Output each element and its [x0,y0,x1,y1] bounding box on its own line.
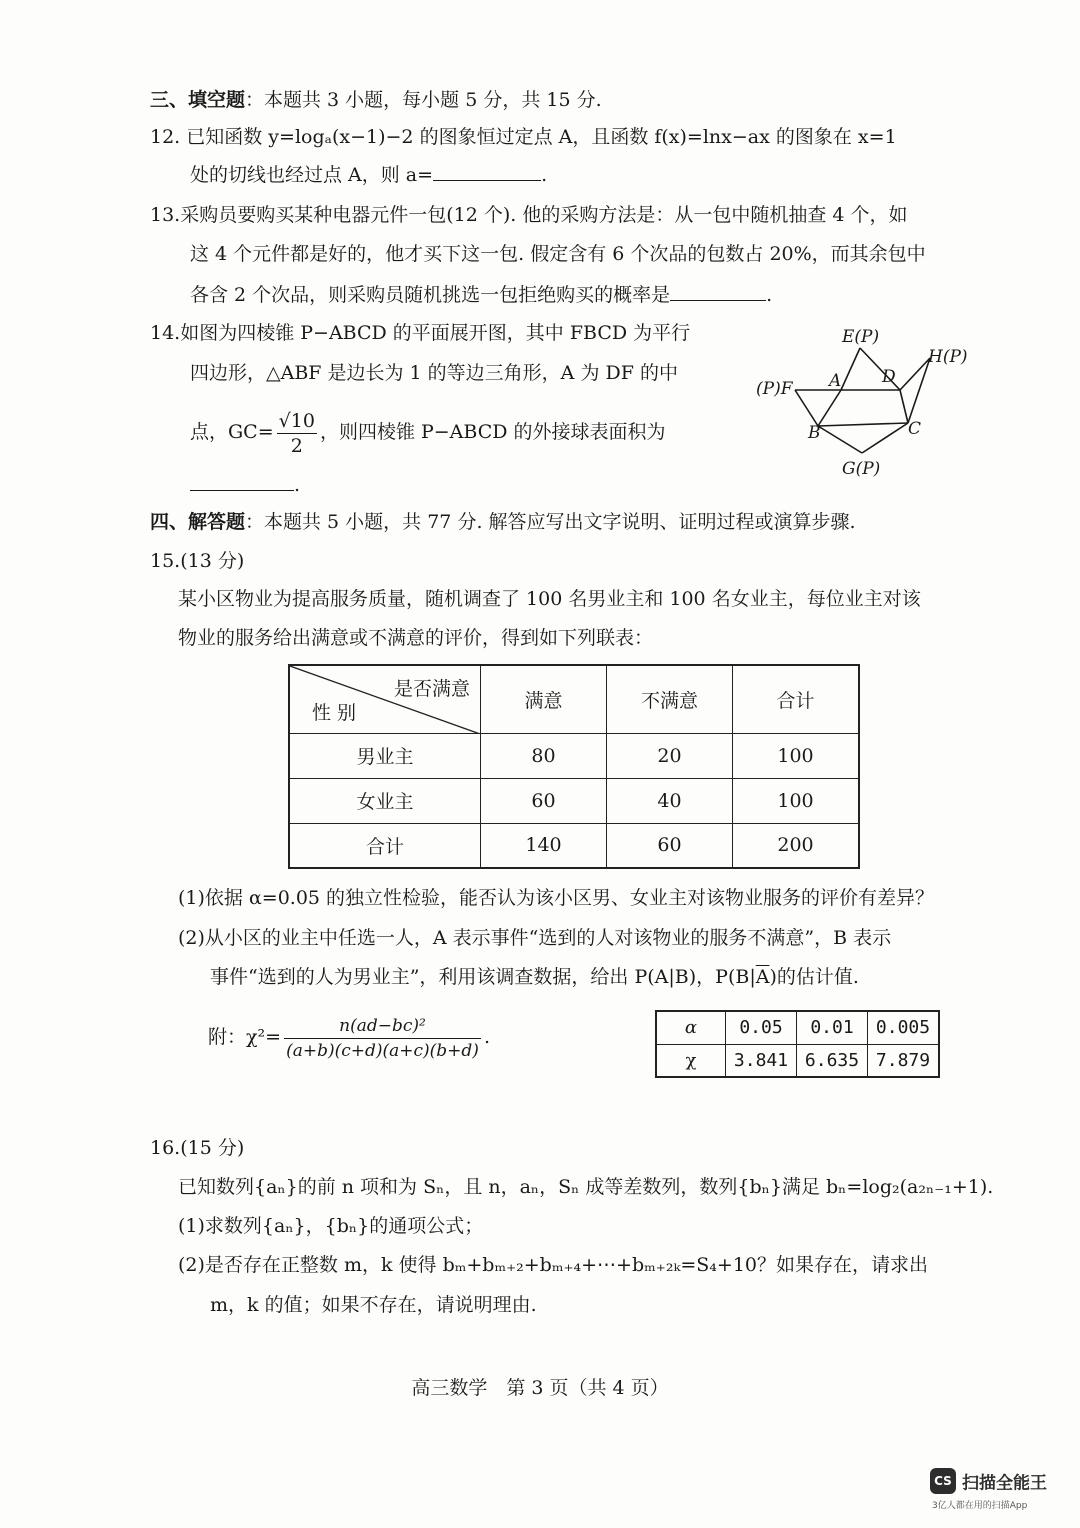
q12-answer-blank[interactable] [433,160,541,181]
q14-period: . [294,474,301,496]
edge-HD [900,358,930,390]
q14-line3 [190,408,666,458]
edge-FB [795,390,818,426]
section4-desc: ：本题共 5 小题，共 77 分. 解答应写出文字说明、证明过程或演算步骤. [245,511,856,533]
q14-number: 14. [150,322,181,344]
q14-line1 [150,318,690,348]
q13-text-line1: 采购员要购买某种电器元件一包(12 个). 他的采购方法是：从一包中随机抽查 4 个，如 [180,204,908,226]
table-cell: 100 [733,778,860,823]
edge-BC [818,423,908,426]
q15-part1: (1)依据 α=0.05 的独立性检验，能否认为该小区男、女业主对该物业服务的评价有差异？ [178,887,935,909]
header-cell: 满意 [481,665,607,733]
crit-cell: 0.005 [868,1011,940,1044]
q14-line4 [190,470,300,500]
q15-part2-text-a: 事件“选到的人为男业主”，利用该调查数据，给出 P(A|B)，P(B| [210,966,756,988]
q15-number: 15.(13 分) [150,550,245,572]
q14-text-line3b: ，则四棱锥 P−ABCD 的外接球表面积为 [319,421,666,443]
table-corner-cell [289,665,481,733]
q13-line3 [190,280,772,310]
q13-period: . [766,284,773,306]
table-header-row [289,665,859,733]
edge-HC [908,358,930,423]
q14-text-line3a: 点，GC= [190,421,274,443]
corner-bottom-label: 性 别 [312,701,357,724]
formula-fraction [284,1014,481,1063]
q16-part2-line1: (2)是否存在正整数 m，k 使得 bₘ+bₘ₊₂+bₘ₊₄+⋯+bₘ₊₂ₖ=S₄+10？如果存在，请求出 [178,1254,929,1276]
table-cell: 女业主 [289,778,481,823]
crit-cell: 0.01 [797,1011,868,1044]
q14-fraction [277,409,317,458]
label-F: (P)F [756,379,793,399]
table-cell: 100 [733,733,860,778]
q13-text-line3: 各含 2 个次品，则采购员随机挑选一包拒绝购买的概率是 [190,284,671,306]
crit-cell: 0.05 [726,1011,797,1044]
crit-cell: α [656,1011,726,1044]
formula-prefix: 附：χ²= [208,1026,282,1048]
crit-cell: 3.841 [726,1044,797,1077]
edge-DC [900,390,908,423]
q12-number: 12. [150,126,181,148]
q13-line2: 这 4 个元件都是好的，他才买下这一包. 假定含有 6 个次品的包数占 20%，而其余包中 [190,243,926,265]
table-cell: 合计 [289,823,481,868]
q14-line2: 四边形，△ABF 是边长为 1 的等边三角形，A 为 DF 的中 [190,362,678,384]
q15-line2: 物业的服务给出满意或不满意的评价，得到如下列联表： [178,627,654,649]
label-H: H(P) [928,347,968,367]
table-row [289,823,859,868]
section3-title: 三、填空题 [150,89,246,111]
label-D: D [882,367,896,387]
table-cell: 80 [481,733,607,778]
q15-line1: 某小区物业为提高服务质量，随机调查了 100 名男业主和 100 名女业主，每位业主对该 [178,588,921,610]
edge-GC [862,423,908,453]
q15-part2-text-b: )的估计值. [769,966,859,988]
page-footer: 高三数学 第 3 页（共 4 页） [411,1377,669,1399]
q12-text-line1: 已知函数 y=logₐ(x−1)−2 的图象恒过定点 A，且函数 f(x)=lnx−ax 的图象在 x=1 [186,126,897,148]
table-cell: 男业主 [289,733,481,778]
critical-value-table [655,1010,940,1078]
section3-desc: ：本题共 3 小题，每小题 5 分，共 15 分. [245,89,602,111]
table-cell: 20 [607,733,733,778]
formula-end: . [483,1026,490,1048]
q12-line2 [190,160,547,190]
corner-top-label: 是否满意 [393,678,470,700]
edge-GB [818,426,862,453]
edge-AB [818,390,841,426]
formula-den: (a+b)(c+d)(a+c)(b+d) [286,1040,479,1061]
scanner-logo-icon: CS [930,1468,956,1494]
scanner-tagline: 3亿人都在用的扫描App [932,1501,1028,1511]
q15-part2-line2 [210,962,859,992]
q14-text-line1: 如图为四棱锥 P−ABCD 的平面展开图，其中 FBCD 为平行 [180,322,691,344]
scanner-brand: 扫描全能王 [962,1473,1048,1494]
table-cell: 40 [607,778,733,823]
crit-cell: 6.635 [797,1044,868,1077]
q12-text-line2: 处的切线也经过点 A，则 a= [190,164,434,186]
table-cell: 200 [733,823,860,868]
q13-number: 13. [150,204,181,226]
formula-num: n(ad−bc)² [284,1014,481,1039]
q16-number: 16.(15 分) [150,1137,245,1159]
scanner-watermark [930,1468,1048,1511]
q14-answer-blank[interactable] [190,470,294,491]
label-C: C [908,419,922,439]
label-G: G(P) [842,459,881,479]
q15-abar: $\overline{A}$ [755,966,770,988]
table-cell: 60 [481,778,607,823]
table-cell: 140 [481,823,607,868]
chi-square-formula [208,1012,490,1063]
table-row [289,733,859,778]
q14-frac-num: √10 [278,409,315,432]
label-E: E(P) [842,327,880,347]
crit-cell: χ [656,1044,726,1077]
header-cell: 不满意 [607,665,733,733]
header-cell: 合计 [733,665,860,733]
q13-line1 [150,200,908,230]
q16-part2-line2: m，k 的值；如果不存在，请说明理由. [210,1294,537,1316]
section3-heading [150,85,602,115]
crit-row-chi [656,1044,939,1077]
table-cell: 60 [607,823,733,868]
contingency-table [288,664,860,869]
label-A: A [829,371,842,391]
q13-answer-blank[interactable] [670,280,766,301]
q16-part1: (1)求数列{aₙ}，{bₙ}的通项公式； [178,1215,484,1237]
edge-EA [841,348,860,390]
label-B: B [808,423,821,443]
q12-period: . [541,164,548,186]
q12-line1 [150,122,897,152]
table-row [289,778,859,823]
crit-cell: 7.879 [868,1044,940,1077]
section4-heading [150,507,856,537]
q16-line1: 已知数列{aₙ}的前 n 项和为 Sₙ，且 n，aₙ，Sₙ 成等差数列，数列{bₙ}满足 bₙ=log₂(a₂ₙ₋₁+1). [178,1176,994,1198]
crit-row-alpha [656,1011,939,1044]
q14-net-figure [750,318,980,488]
section4-title: 四、解答题 [150,511,246,533]
q15-part2-line1: (2)从小区的业主中任选一人，A 表示事件“选到的人对该物业的服务不满意”，B 表示 [178,927,892,949]
q14-frac-den: 2 [290,434,303,457]
